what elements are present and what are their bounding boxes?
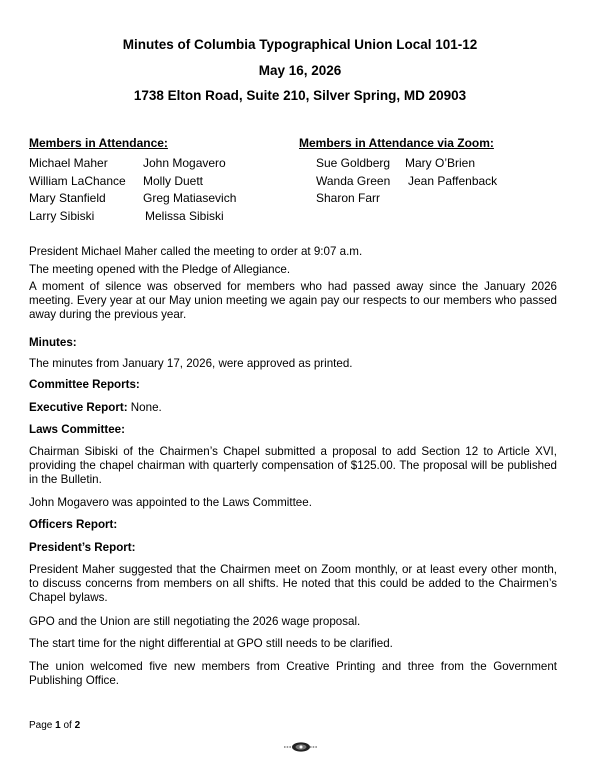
- executive-report: [29, 401, 557, 415]
- zoom-attendance-heading: Members in Attendance via Zoom:: [299, 136, 494, 150]
- attendance-heading: Members in Attendance:: [29, 136, 168, 150]
- presidents-report-paragraph: President Maher suggested that the Chairmen meet on Zoom monthly, or at least every other month, to discuss concerns from members on all shifts. He noted that this could be added to the Chairmen’s Chapel bylaws.: [29, 563, 557, 604]
- minutes-heading: Minutes:: [29, 336, 77, 349]
- document-title: Minutes of Columbia Typographical Union Local 101-12: [122, 37, 478, 52]
- pledge-text: The meeting opened with the Pledge of Allegiance.: [29, 263, 291, 276]
- page-word: Page: [29, 720, 56, 731]
- call-to-order: President Michael Maher called the meeting to order at 9:07 a.m.: [29, 245, 363, 258]
- moment-of-silence: A moment of silence was observed for members who had passed away since the January 2026 meeting. Every year at our May union meeting we again pay our respects to our members who passed away during the previous year.: [29, 280, 557, 321]
- zoom-attendee-name: Jean Paffenback: [408, 174, 498, 188]
- attendee-name: Greg Matiasevich: [143, 191, 237, 205]
- night-differential-text: The start time for the night differential at GPO still needs to be clarified.: [29, 637, 393, 650]
- attendee-name: Melissa Sibiski: [145, 209, 224, 223]
- laws-committee-heading: Laws Committee:: [29, 423, 125, 436]
- page-current: 1: [55, 720, 61, 731]
- meeting-date: May 16, 2026: [258, 63, 342, 78]
- attendee-name: Mary Stanfield: [29, 191, 106, 205]
- wage-proposal-text: GPO and the Union are still negotiating the 2026 wage proposal.: [29, 615, 361, 628]
- attendee-name: Molly Duett: [143, 174, 204, 188]
- committee-reports-heading: Committee Reports:: [29, 378, 140, 391]
- printer-ornament-icon: [284, 741, 318, 753]
- of-word: of: [60, 720, 75, 731]
- zoom-attendee-name: Sue Goldberg: [316, 156, 391, 170]
- executive-report-label: Executive Report:: [29, 401, 128, 414]
- attendee-name: John Mogavero: [143, 156, 226, 170]
- zoom-attendee-name: Sharon Farr: [316, 191, 381, 205]
- meeting-address: 1738 Elton Road, Suite 210, Silver Spring, MD 20903: [133, 88, 467, 103]
- laws-committee-appointment: John Mogavero was appointed to the Laws Committee.: [29, 496, 312, 509]
- minutes-text: The minutes from January 17, 2026, were approved as printed.: [29, 357, 353, 370]
- laws-committee-paragraph: Chairman Sibiski of the Chairmen’s Chapel submitted a proposal to add Section 12 to Article XVI, providing the chapel chairman with quarterly compensation of $125.00. The proposal will be published in the Bulletin.: [29, 445, 557, 486]
- attendee-name: Larry Sibiski: [29, 209, 95, 223]
- attendee-name: William LaChance: [29, 174, 126, 188]
- new-members-text: The union welcomed five new members from Creative Printing and three from the Government Publishing Office.: [29, 660, 557, 687]
- zoom-attendee-name: Mary O’Brien: [405, 156, 476, 170]
- page-number: [29, 720, 80, 731]
- page-total: 2: [74, 720, 81, 731]
- zoom-attendee-name: Wanda Green: [316, 174, 391, 188]
- presidents-report-heading: President’s Report:: [29, 541, 136, 554]
- attendee-name: Michael Maher: [29, 156, 108, 170]
- executive-report-text: None.: [127, 401, 162, 414]
- officers-report-heading: Officers Report:: [29, 518, 118, 531]
